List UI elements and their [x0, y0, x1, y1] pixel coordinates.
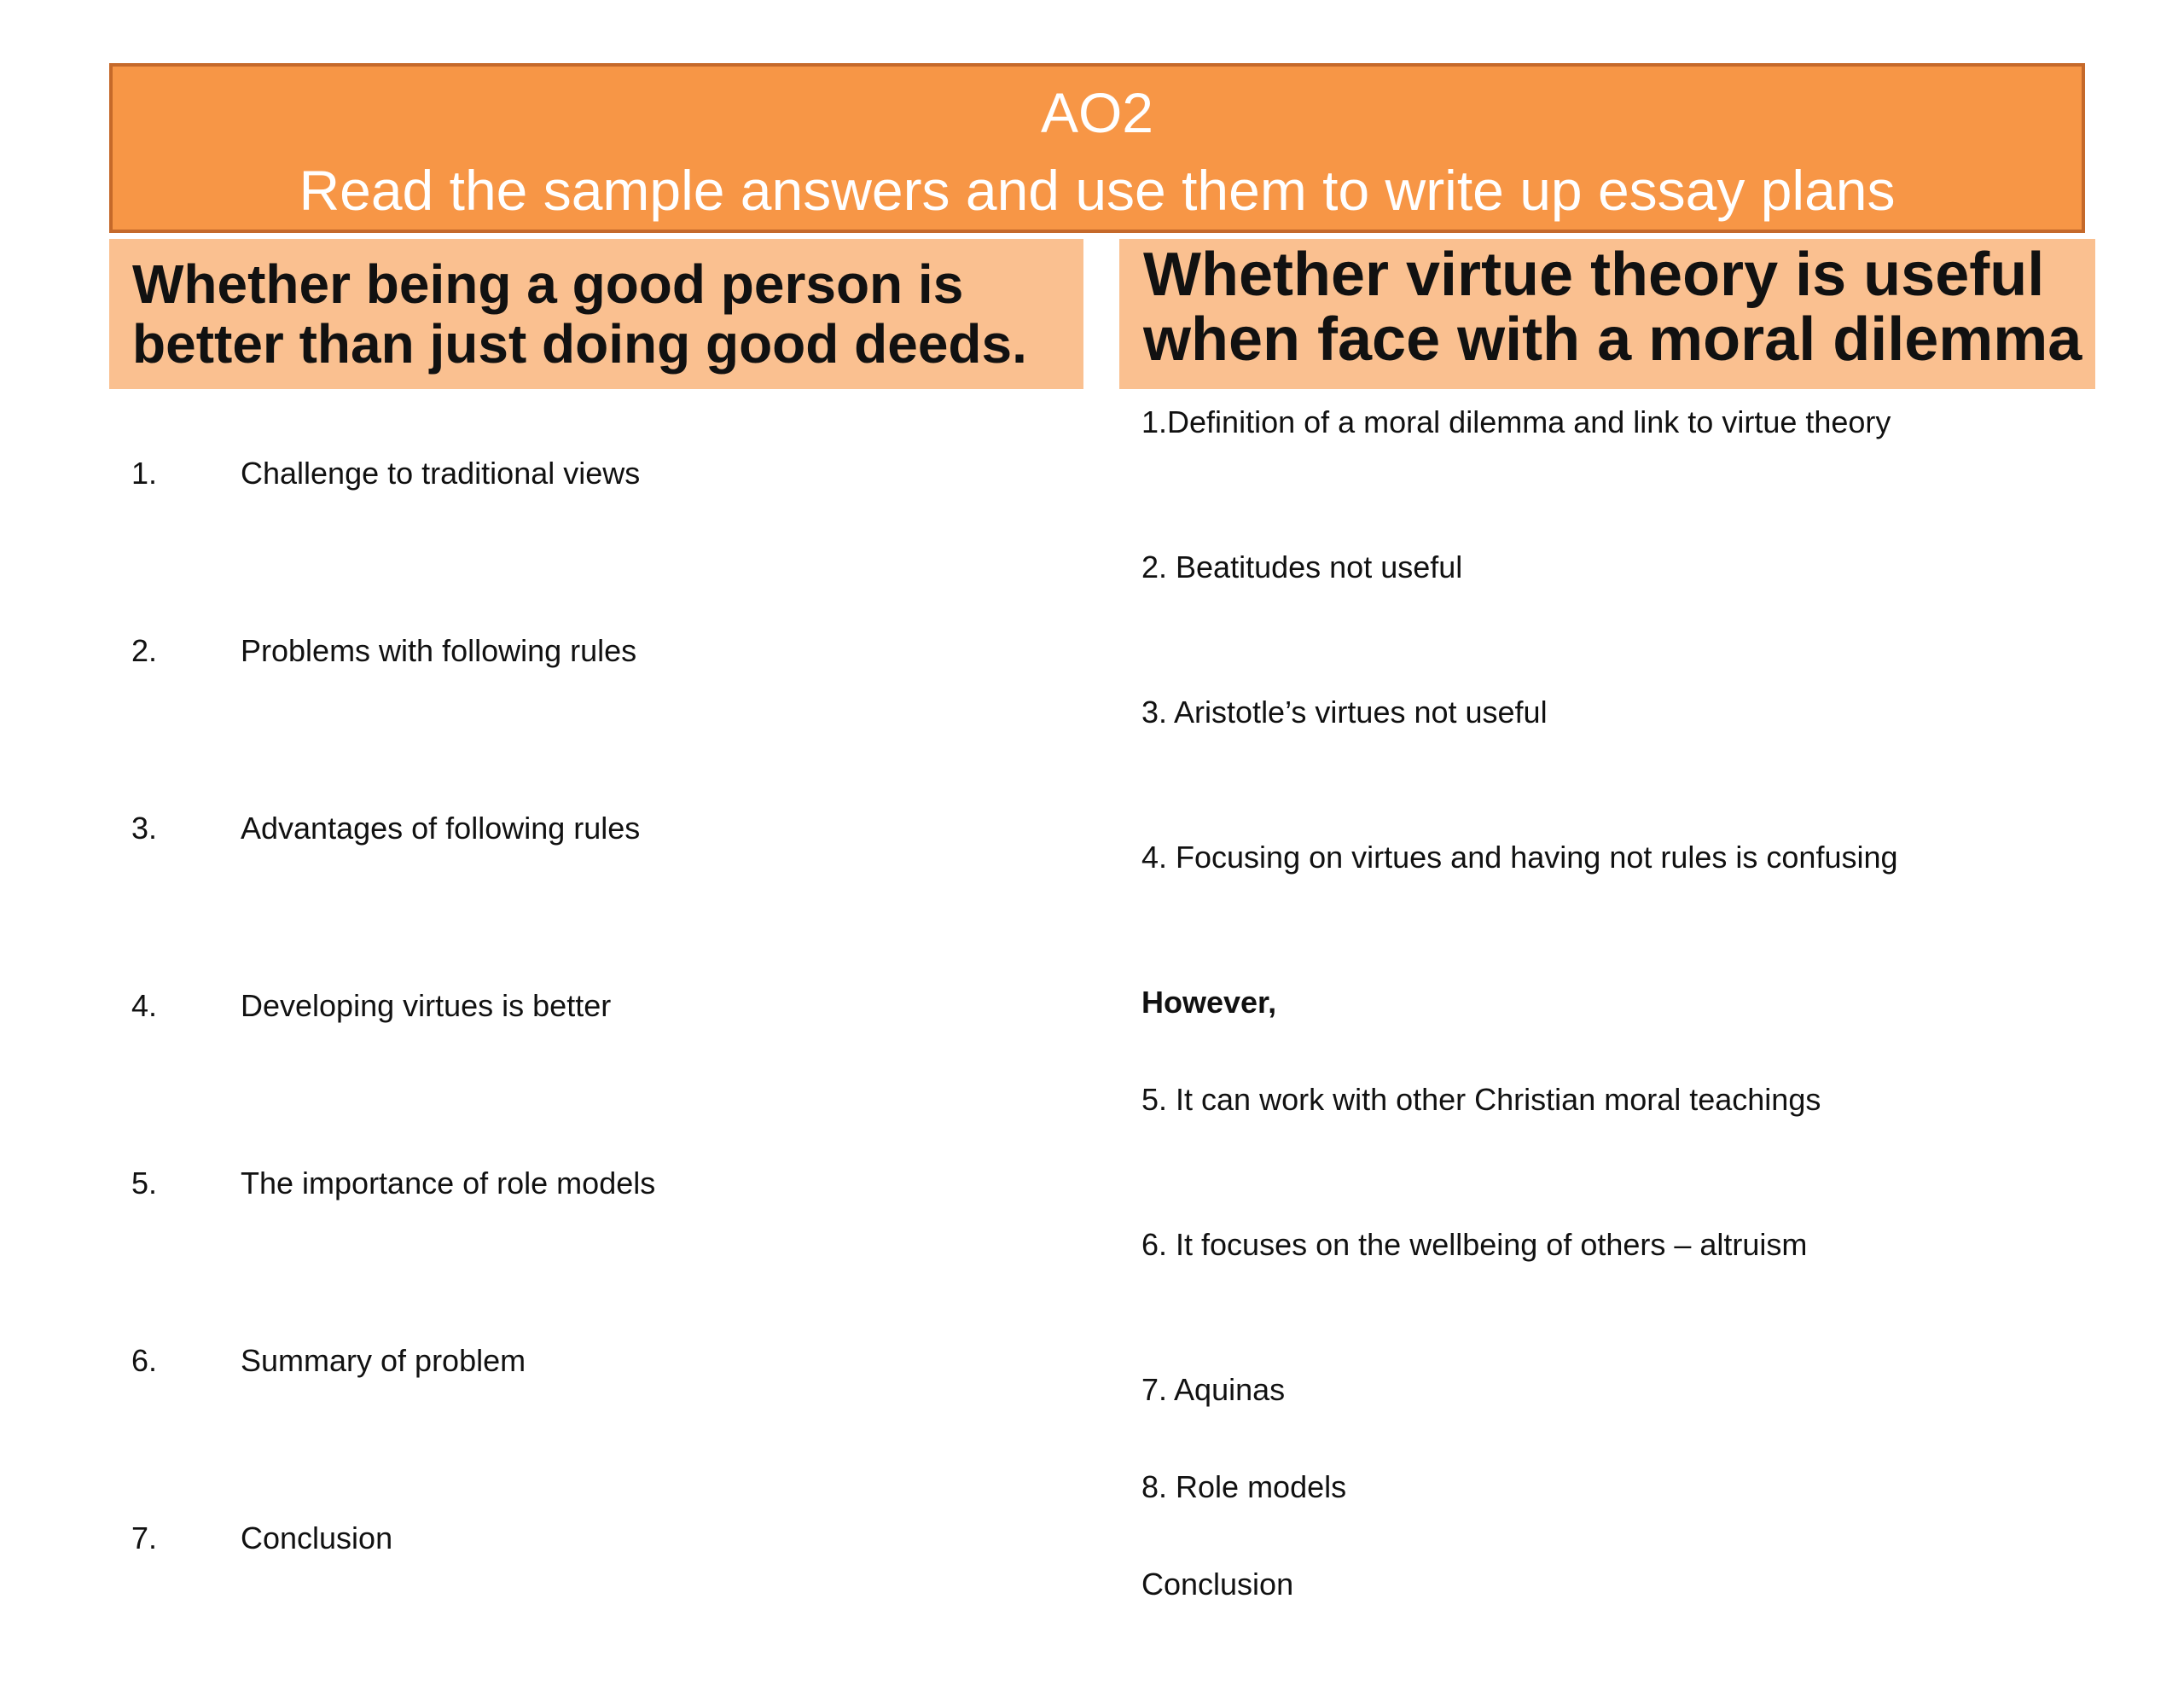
list-item-text: Challenge to traditional views	[241, 456, 641, 491]
list-item-number: 1.	[131, 456, 158, 491]
left-heading-line-2: better than just doing good deeds.	[132, 313, 1027, 375]
list-item-number: 5.	[131, 1166, 158, 1201]
right-list-item: Conclusion	[1141, 1567, 1294, 1602]
list-item	[131, 1509, 1070, 1686]
right-list-item: 5. It can work with other Christian moral teachings	[1141, 1082, 1821, 1117]
right-column-heading	[1119, 239, 2095, 389]
right-list-item: 7. Aquinas	[1141, 1372, 1286, 1407]
list-item-text: Summary of problem	[241, 1343, 526, 1378]
list-item	[131, 621, 1070, 799]
list-item	[131, 976, 1070, 1154]
list-item-number: 4.	[131, 988, 158, 1023]
list-item	[131, 1154, 1070, 1331]
right-list-item: 1.Definition of a moral dilemma and link to virtue theory	[1141, 404, 1891, 439]
list-item-number: 3.	[131, 811, 158, 846]
list-item-text: Conclusion	[241, 1520, 393, 1555]
list-item	[131, 799, 1070, 976]
right-heading-line-2: when face with a moral dilemma	[1143, 305, 2082, 374]
banner-subtitle: Read the sample answers and use them to write up essay plans	[299, 159, 1896, 222]
right-list-heading-however: However,	[1141, 985, 1277, 1020]
right-list-item: 3. Aristotle’s virtues not useful	[1141, 695, 1548, 730]
title-banner	[109, 63, 2085, 233]
right-list-item: 2. Beatitudes not useful	[1141, 549, 1463, 584]
left-column-heading	[109, 239, 1083, 389]
banner-title: AO2	[1040, 81, 1154, 144]
list-item-text: Advantages of following rules	[241, 811, 641, 846]
right-heading-line-1: Whether virtue theory is useful	[1143, 241, 2045, 309]
right-list-item: 4. Focusing on virtues and having not rules is confusing	[1141, 840, 1898, 875]
right-list-item: 6. It focuses on the wellbeing of others – altruism	[1141, 1227, 1808, 1262]
list-item-number: 7.	[131, 1520, 158, 1555]
list-item	[131, 1331, 1070, 1509]
left-essay-plan-list	[131, 444, 1070, 1686]
list-item-text: Developing virtues is better	[241, 988, 612, 1023]
list-item-text: The importance of role models	[241, 1166, 656, 1201]
list-item	[131, 444, 1070, 621]
list-item-text: Problems with following rules	[241, 633, 637, 668]
list-item-number: 6.	[131, 1343, 158, 1378]
left-heading-line-1: Whether being a good person is	[132, 253, 964, 315]
right-list-item: 8. Role models	[1141, 1469, 1347, 1504]
list-item-number: 2.	[131, 633, 158, 668]
